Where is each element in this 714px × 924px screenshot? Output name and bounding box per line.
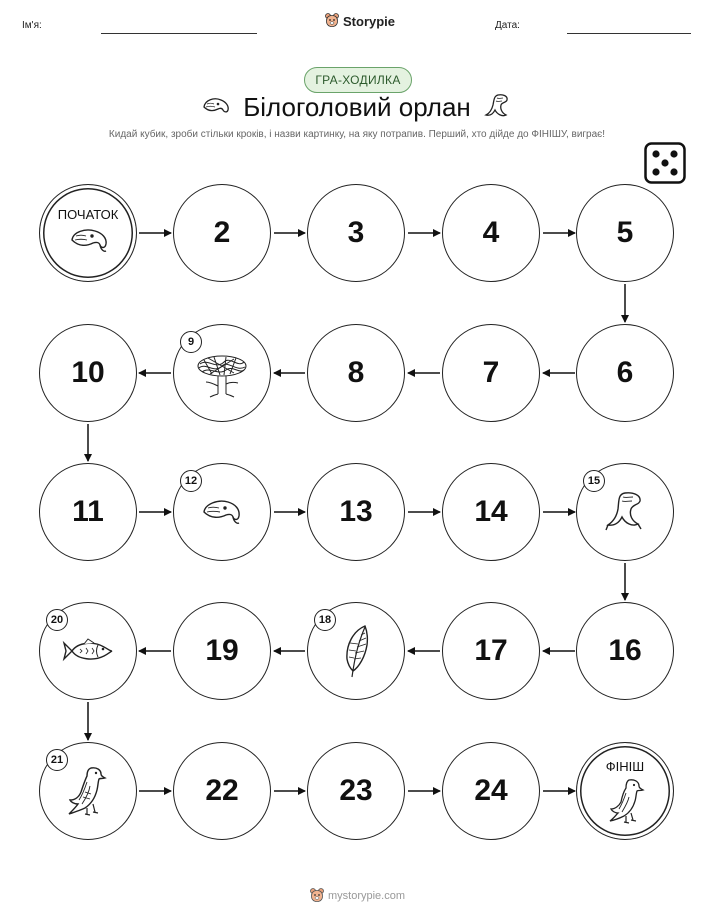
- picture-cell-fish[interactable]: [39, 602, 137, 700]
- cell-number: 3: [347, 216, 365, 249]
- cell-number: 22: [205, 774, 239, 807]
- board-cell[interactable]: [442, 324, 540, 422]
- cell-number: 16: [608, 634, 642, 667]
- eagle-icon: [607, 777, 647, 825]
- board-cell[interactable]: [307, 463, 405, 561]
- talon-icon: [603, 489, 647, 535]
- start-label: ПОЧАТОК: [57, 207, 119, 222]
- cell-number: 19: [205, 634, 239, 667]
- cell-number-badge: 20: [46, 609, 68, 631]
- picture-cell-talon[interactable]: [576, 463, 674, 561]
- board-cell[interactable]: [442, 184, 540, 282]
- fish-icon: [62, 637, 114, 665]
- board-cell[interactable]: [576, 324, 674, 422]
- footer-url[interactable]: mystorypie.com: [328, 890, 406, 902]
- picture-cell-nest[interactable]: [173, 324, 271, 422]
- brand-name: Storypie: [343, 13, 396, 29]
- finish-label: ФІНІШ: [605, 759, 645, 774]
- board-cell[interactable]: [173, 742, 271, 840]
- eagle-icon: [65, 764, 111, 818]
- eagle-head-icon: [68, 225, 110, 255]
- cell-number: 23: [339, 774, 373, 807]
- board-cell[interactable]: [39, 463, 137, 561]
- cell-number: 11: [72, 495, 104, 528]
- cell-number: 6: [616, 356, 634, 389]
- board-cell[interactable]: [173, 602, 271, 700]
- picture-cell-eagle-head[interactable]: [173, 463, 271, 561]
- start-cell[interactable]: [39, 184, 137, 282]
- board-cell[interactable]: [307, 184, 405, 282]
- board-cell[interactable]: [576, 184, 674, 282]
- cell-number: 5: [616, 216, 634, 249]
- name-label: Ім'я:: [22, 20, 42, 31]
- cell-number-badge: 18: [314, 609, 336, 631]
- picture-cell-feather[interactable]: [307, 602, 405, 700]
- board-cell[interactable]: [442, 463, 540, 561]
- date-label: Дата:: [495, 20, 520, 31]
- board-cell[interactable]: [442, 602, 540, 700]
- nest-icon: [194, 348, 250, 398]
- cell-number: 14: [474, 495, 508, 528]
- footer: [310, 888, 405, 904]
- cell-number-badge: 12: [180, 470, 202, 492]
- eagle-head-icon: [200, 496, 244, 528]
- cell-number: 7: [482, 356, 500, 389]
- board-cell[interactable]: [576, 602, 674, 700]
- cell-number-badge: 21: [46, 749, 68, 771]
- cell-number: 13: [339, 495, 373, 528]
- cell-number: 8: [347, 356, 365, 389]
- cell-number: 4: [482, 216, 500, 249]
- cell-number-badge: 9: [180, 331, 202, 353]
- finish-cell[interactable]: [576, 742, 674, 840]
- board-cell[interactable]: [39, 324, 137, 422]
- board-cell[interactable]: [307, 324, 405, 422]
- page-title: Білоголовий орлан: [243, 92, 471, 122]
- cell-number: 24: [474, 774, 508, 807]
- instructions-text: Кидай кубик, зроби стільки кроків, і назви картинку, на яку потрапив. Перший, хто дійде до ФІНІШУ, виграє!: [108, 129, 606, 140]
- cell-number: 2: [213, 216, 231, 249]
- cell-number: 10: [71, 356, 105, 389]
- board-cell[interactable]: [173, 184, 271, 282]
- bear-icon: [310, 888, 324, 904]
- feather-icon: [341, 623, 371, 679]
- cell-number-badge: 15: [583, 470, 605, 492]
- board-cell[interactable]: [307, 742, 405, 840]
- picture-cell-eagle[interactable]: [39, 742, 137, 840]
- board-cell[interactable]: [442, 742, 540, 840]
- game-type-badge: ГРА-ХОДИЛКА: [304, 67, 412, 93]
- cell-number: 17: [474, 634, 508, 667]
